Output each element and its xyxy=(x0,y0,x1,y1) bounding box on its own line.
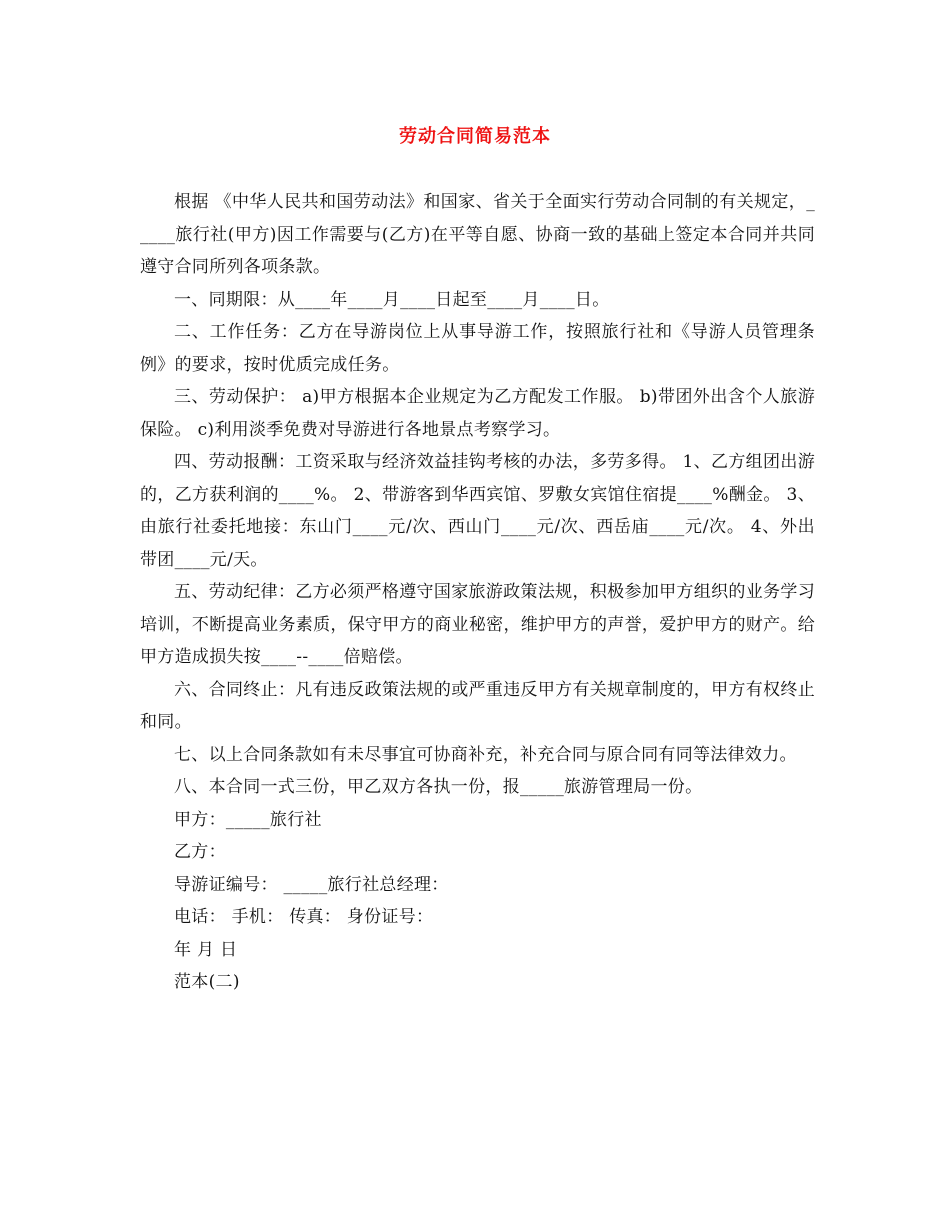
template-two-heading: 范本(二) xyxy=(174,972,240,992)
party-a-line: 甲方：_____旅行社 xyxy=(174,809,322,830)
guide-id-line: 导游证编号： _____旅行社总经理： xyxy=(174,874,449,895)
paragraph-remuneration: 四、劳动报酬：工资采取与经济效益挂钩考核的办法，多劳多得。 1、乙方组团出游的，乙方获利润的____%。 2、带游客到华西宾馆、罗敷女宾馆住宿提____%酬金。 3、由旅行社委托地接：东山门____元/次、西山门____元/次、西岳庙____元/次。 4、外出带团____元/天。 xyxy=(140,452,815,570)
paragraph-term: 一、同期限：从____年____月____日起至____月____日。 xyxy=(174,289,610,310)
date-line: 年 月 日 xyxy=(174,939,238,960)
contact-line: 电话： 手机： 传真： 身份证号： xyxy=(174,907,434,927)
paragraph-labor-discipline: 五、劳动纪律：乙方必须严格遵守国家旅游政策法规，积极参加甲方组织的业务学习培训，不断提高业务素质，保守甲方的商业秘密，维护甲方的声誉，爱护甲方的财产。给甲方造成损失按____--____倍赔偿。 xyxy=(140,582,815,667)
paragraph-copies: 八、本合同一式三份，甲乙双方各执一份，报_____旅游管理局一份。 xyxy=(174,777,703,797)
paragraph-intro: 根据 《中华人民共和国劳动法》和国家、省关于全面实行劳动合同制的有关规定，_____旅行社(甲方)因工作需要与(乙方)在平等自愿、协商一致的基础上签定本合同并共同遵守合同所列各项条款。 xyxy=(140,192,815,277)
party-b-line: 乙方： xyxy=(174,842,226,862)
paragraph-labor-protection: 三、劳动保护： a)甲方根据本企业规定为乙方配发工作服。 b)带团外出含个人旅游保险。 c)利用淡季免费对导游进行各地景点考察学习。 xyxy=(140,387,815,440)
paragraph-work-task: 二、工作任务：乙方在导游岗位上从事导游工作，按照旅行社和《导游人员管理条例》的要求，按时优质完成任务。 xyxy=(140,322,815,375)
document-title: 劳动合同简易范本 xyxy=(399,126,551,147)
paragraph-termination: 六、合同终止：凡有违反政策法规的或严重违反甲方有关规章制度的，甲方有权终止和同。 xyxy=(140,679,815,732)
paragraph-supplement: 七、以上合同条款如有未尽事宜可协商补充，补充合同与原合同有同等法律效力。 xyxy=(174,744,797,765)
document-body xyxy=(140,186,815,999)
